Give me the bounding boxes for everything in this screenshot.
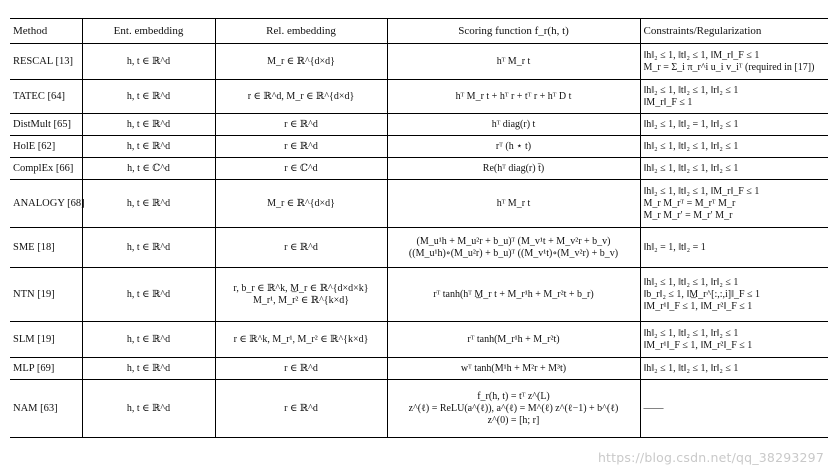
- method-cell: [10, 228, 82, 268]
- method-cell: [10, 268, 82, 322]
- rel-embedding-cell-line: M_r ∈ ℝ^{d×d}: [267, 55, 335, 67]
- ent-embedding-cell: [82, 114, 215, 136]
- ent-embedding-cell-line: h, t ∈ ℂ^d: [127, 162, 170, 174]
- watermark: https://blog.csdn.net/qq_38293297: [597, 450, 824, 465]
- scoring-function-cell: [387, 358, 640, 380]
- rel-embedding-cell: [215, 44, 387, 80]
- rel-embedding-cell: [215, 268, 387, 322]
- scoring-function-cell-line: z^(0) = [h; r]: [487, 414, 540, 426]
- ent-embedding-cell-line: h, t ∈ ℝ^d: [126, 90, 171, 102]
- ent-embedding-cell-line: h, t ∈ ℝ^d: [126, 118, 171, 130]
- ent-embedding-cell-line: h, t ∈ ℝ^d: [126, 55, 171, 67]
- method-cell-line: SLM [19]: [13, 333, 55, 345]
- rel-embedding-cell-line: r ∈ ℝ^d: [284, 402, 318, 414]
- table-row: [10, 380, 828, 438]
- table-row: [10, 158, 828, 180]
- scoring-function-cell: [387, 268, 640, 322]
- ent-embedding-cell-line: h, t ∈ ℝ^d: [126, 362, 171, 374]
- table-row: [10, 80, 828, 114]
- method-cell: [10, 180, 85, 228]
- ent-embedding-cell: [82, 80, 215, 114]
- method-cell-line: SME [18]: [13, 241, 55, 253]
- ent-embedding-cell: [82, 322, 215, 358]
- rel-embedding-cell: [215, 380, 387, 438]
- scoring-function-cell-line: wᵀ tanh(M¹h + M²r + M³t): [460, 362, 567, 374]
- constraints-cell-line: ‖h‖₂ ≤ 1, ‖t‖₂ ≤ 1, ‖r‖₂ ≤ 1: [643, 140, 739, 152]
- ent-embedding-cell-line: h, t ∈ ℝ^d: [126, 140, 171, 152]
- rel-embedding-cell-line: r ∈ ℝ^d: [284, 241, 318, 253]
- table-row: [10, 136, 828, 158]
- constraints-cell: [640, 268, 828, 322]
- rel-embedding-cell-line: r ∈ ℝ^d: [284, 140, 318, 152]
- constraints-cell-line: ‖M_r¹‖_F ≤ 1, ‖M_r²‖_F ≤ 1: [643, 300, 753, 312]
- table-row: [10, 322, 828, 358]
- scoring-function-cell-line: rᵀ tanh(hᵀ M̲_r t + M_r¹h + M_r²t + b_r): [433, 288, 594, 300]
- rel-embedding-cell: [215, 114, 387, 136]
- constraints-cell-line: ‖h‖₂ ≤ 1, ‖t‖₂ ≤ 1, ‖r‖₂ ≤ 1: [643, 327, 739, 339]
- scoring-function-cell: [387, 180, 640, 228]
- constraints-cell-line: M_r = Σ_i π_r^i u_i v_iᵀ (required in [17]): [643, 61, 815, 73]
- ent-embedding-cell: [82, 136, 215, 158]
- scoring-function-cell: [387, 114, 640, 136]
- constraints-cell-line: ‖h‖₂ ≤ 1, ‖t‖₂ ≤ 1, ‖M_r‖_F ≤ 1: [643, 185, 760, 197]
- table-header-row: [10, 19, 828, 44]
- constraints-cell-line: ‖h‖₂ ≤ 1, ‖t‖₂ ≤ 1, ‖r‖₂ ≤ 1: [643, 84, 739, 96]
- rel-embedding-cell-line: r, b_r ∈ ℝ^k, M̲_r ∈ ℝ^{d×d×k}: [233, 282, 369, 294]
- rel-embedding-cell: [215, 80, 387, 114]
- constraints-cell: [640, 358, 828, 380]
- constraints-cell: [640, 158, 828, 180]
- rel-embedding-cell-line: r ∈ ℝ^k, M_r¹, M_r² ∈ ℝ^{k×d}: [233, 333, 369, 345]
- scoring-function-cell: [387, 80, 640, 114]
- ent-embedding-cell: [82, 268, 215, 322]
- constraints-cell-line: ‖M_r‖_F ≤ 1: [643, 96, 693, 108]
- method-cell: [10, 114, 82, 136]
- kg-scoring-table: [10, 18, 828, 438]
- table-row: [10, 44, 828, 80]
- constraints-cell-line: ‖M_r¹‖_F ≤ 1, ‖M_r²‖_F ≤ 1: [643, 339, 753, 351]
- method-cell: [10, 158, 82, 180]
- method-cell-line: RESCAL [13]: [13, 55, 73, 67]
- rel-embedding-cell: [215, 136, 387, 158]
- scoring-function-cell-line: ((M_u¹h)∘(M_u²r) + b_u)ᵀ ((M_v¹t)∘(M_v²r) + b_v): [408, 247, 619, 259]
- ent-embedding-cell-line: h, t ∈ ℝ^d: [126, 333, 171, 345]
- constraints-cell-line: ‖h‖₂ = 1, ‖t‖₂ = 1: [643, 241, 706, 253]
- constraints-cell-line: ‖b_r‖₂ ≤ 1, ‖M̲_r^[:,:,i]‖_F ≤ 1: [643, 288, 760, 300]
- table-row: [10, 228, 828, 268]
- header-constraints: Constraints/Regularization: [640, 19, 828, 44]
- ent-embedding-cell: [82, 44, 215, 80]
- ent-embedding-cell: [82, 180, 215, 228]
- table-row: [10, 268, 828, 322]
- scoring-function-cell-line: f_r(h, t) = tᵀ z^(L): [477, 390, 550, 402]
- ent-embedding-cell-line: h, t ∈ ℝ^d: [126, 402, 171, 414]
- method-cell-line: ComplEx [66]: [13, 162, 74, 174]
- rel-embedding-cell-line: r ∈ ℂ^d: [284, 162, 318, 174]
- method-cell-line: MLP [69]: [13, 362, 55, 374]
- constraints-cell-line: M_r M_r′ = M_r′ M_r: [643, 209, 733, 221]
- scoring-function-cell-line: rᵀ (h ⋆ t): [495, 140, 532, 152]
- rel-embedding-cell: [215, 228, 387, 268]
- scoring-function-cell: [387, 322, 640, 358]
- scoring-function-cell-line: hᵀ M_r t: [496, 55, 531, 67]
- table-row: [10, 180, 828, 228]
- scoring-function-cell-line: z^(ℓ) = ReLU(a^(ℓ)), a^(ℓ) = M^(ℓ) z^(ℓ−1) + b^(ℓ): [408, 402, 619, 414]
- table-row: [10, 114, 828, 136]
- scoring-function-cell: [387, 380, 640, 438]
- method-cell-line: ANALOGY [68]: [13, 197, 85, 209]
- ent-embedding-cell: [82, 358, 215, 380]
- scoring-function-cell: [387, 228, 640, 268]
- method-cell: [10, 80, 82, 114]
- constraints-cell: [640, 380, 828, 438]
- constraints-cell: [640, 180, 828, 228]
- constraints-cell: [640, 44, 828, 80]
- constraints-cell-line: ‖h‖₂ ≤ 1, ‖t‖₂ = 1, ‖r‖₂ ≤ 1: [643, 118, 739, 130]
- ent-embedding-cell-line: h, t ∈ ℝ^d: [126, 241, 171, 253]
- constraints-cell: [640, 80, 828, 114]
- header-ent-embedding: Ent. embedding: [82, 19, 215, 44]
- method-cell: [10, 380, 82, 438]
- header-rel-embedding: Rel. embedding: [215, 19, 387, 44]
- constraints-cell: [640, 322, 828, 358]
- method-cell: [10, 136, 82, 158]
- rel-embedding-cell-line: r ∈ ℝ^d: [284, 118, 318, 130]
- rel-embedding-cell-line: M_r¹, M_r² ∈ ℝ^{k×d}: [252, 294, 350, 306]
- ent-embedding-cell: [82, 228, 215, 268]
- scoring-function-cell-line: rᵀ tanh(M_r¹h + M_r²t): [467, 333, 560, 345]
- constraints-cell-line: ‖h‖₂ ≤ 1, ‖t‖₂ ≤ 1, ‖M_r‖_F ≤ 1: [643, 49, 760, 61]
- scoring-function-cell-line: hᵀ diag(r) t: [491, 118, 536, 130]
- constraints-cell-line: ‖h‖₂ ≤ 1, ‖t‖₂ ≤ 1, ‖r‖₂ ≤ 1: [643, 276, 739, 288]
- method-cell-line: HolE [62]: [13, 140, 56, 152]
- scoring-function-cell-line: Re(hᵀ diag(r) t̄): [482, 162, 545, 174]
- rel-embedding-cell-line: r ∈ ℝ^d, M_r ∈ ℝ^{d×d}: [247, 90, 355, 102]
- table-row: [10, 358, 828, 380]
- rel-embedding-cell-line: M_r ∈ ℝ^{d×d}: [267, 197, 335, 209]
- constraints-cell: [640, 114, 828, 136]
- rel-embedding-cell: [215, 358, 387, 380]
- constraints-cell-line: M_r M_rᵀ = M_rᵀ M_r: [643, 197, 736, 209]
- method-cell: [10, 44, 82, 80]
- scoring-function-cell: [387, 136, 640, 158]
- method-cell: [10, 358, 82, 380]
- rel-embedding-cell: [215, 158, 387, 180]
- constraints-cell-line: ——: [643, 402, 664, 414]
- rel-embedding-cell: [215, 180, 387, 228]
- constraints-cell: [640, 228, 828, 268]
- constraints-cell: [640, 136, 828, 158]
- method-cell-line: TATEC [64]: [13, 90, 65, 102]
- header-scoring-function: Scoring function f_r(h, t): [387, 19, 640, 44]
- rel-embedding-cell-line: r ∈ ℝ^d: [284, 362, 318, 374]
- scoring-function-cell-line: hᵀ M_r t: [496, 197, 531, 209]
- method-cell-line: NAM [63]: [13, 402, 58, 414]
- header-method: Method: [10, 19, 82, 44]
- scoring-function-cell-line: (M_u¹h + M_u²r + b_u)ᵀ (M_v¹t + M_v²r + b_v): [416, 235, 611, 247]
- method-cell: [10, 322, 82, 358]
- rel-embedding-cell: [215, 322, 387, 358]
- constraints-cell-line: ‖h‖₂ ≤ 1, ‖t‖₂ ≤ 1, ‖r‖₂ ≤ 1: [643, 162, 739, 174]
- scoring-function-cell-line: hᵀ M_r t + hᵀ r + tᵀ r + hᵀ D t: [455, 90, 572, 102]
- method-cell-line: DistMult [65]: [13, 118, 72, 130]
- ent-embedding-cell: [82, 380, 215, 438]
- ent-embedding-cell: [82, 158, 215, 180]
- scoring-function-cell: [387, 158, 640, 180]
- ent-embedding-cell-line: h, t ∈ ℝ^d: [126, 288, 171, 300]
- constraints-cell-line: ‖h‖₂ ≤ 1, ‖t‖₂ ≤ 1, ‖r‖₂ ≤ 1: [643, 362, 739, 374]
- method-cell-line: NTN [19]: [13, 288, 55, 300]
- scoring-function-cell: [387, 44, 640, 80]
- ent-embedding-cell-line: h, t ∈ ℝ^d: [126, 197, 171, 209]
